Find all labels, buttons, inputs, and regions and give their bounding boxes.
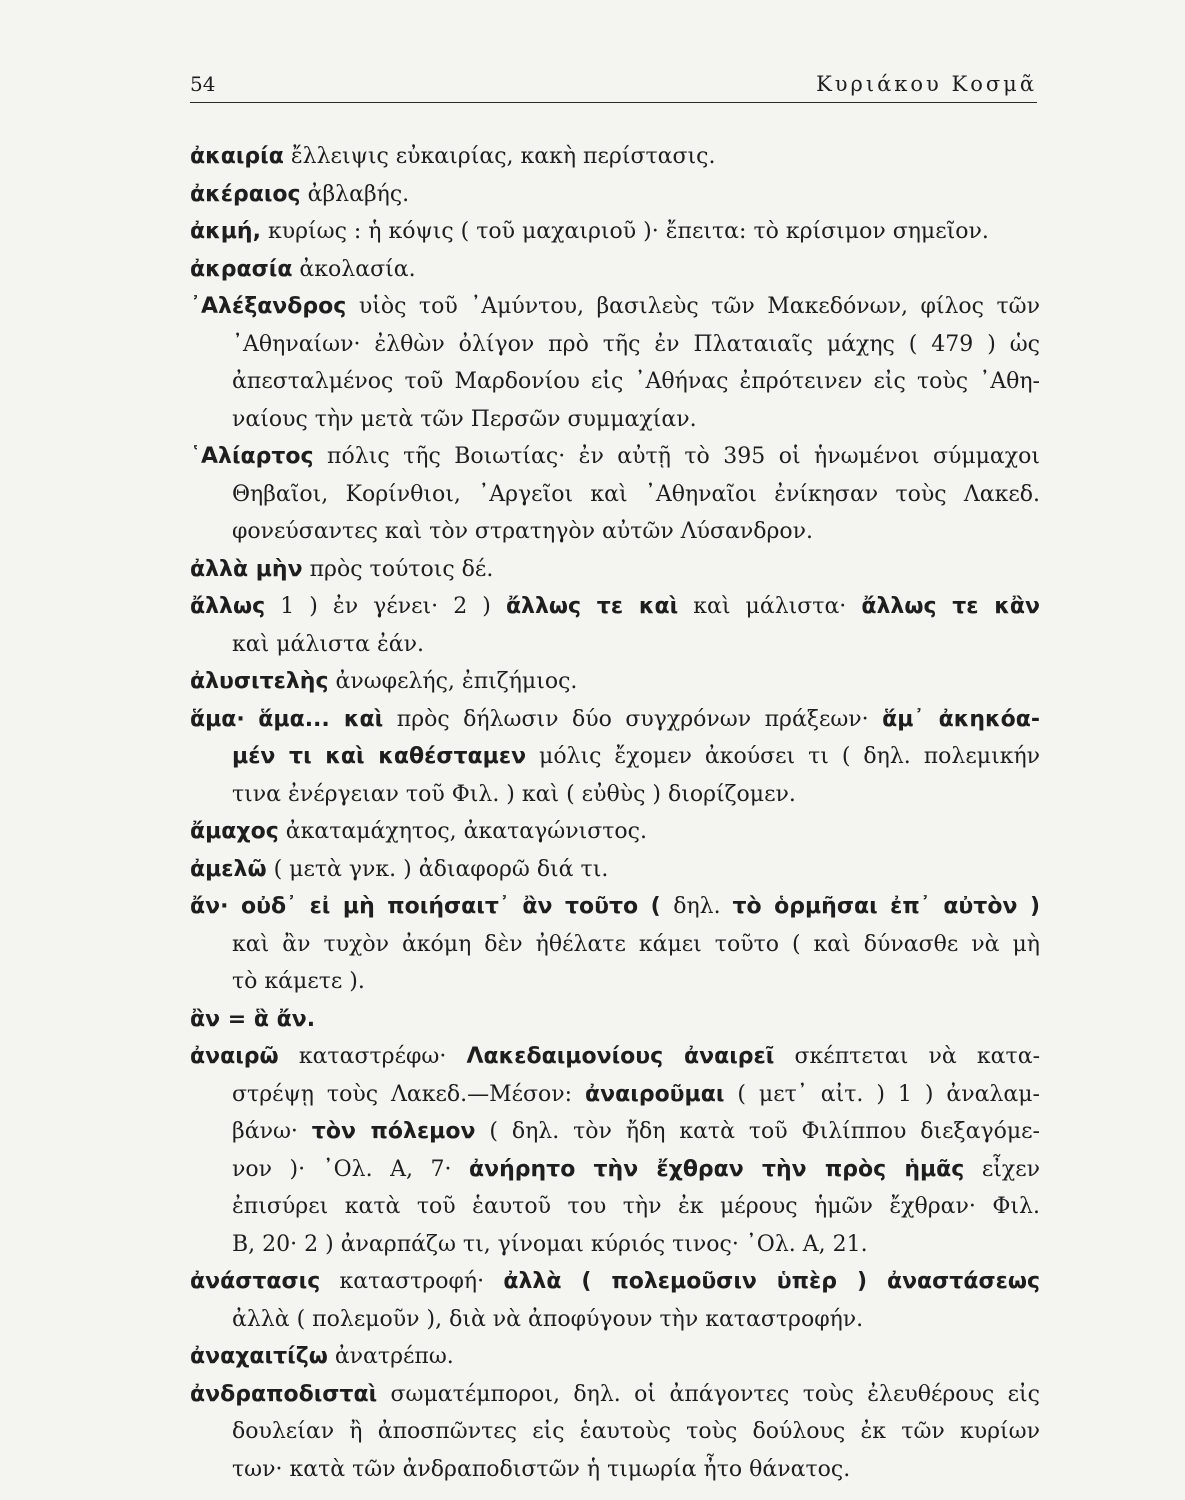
entry-first-line [190, 1038, 1040, 1076]
definition-text: καὶ μάλιστα· [678, 594, 862, 619]
headword: ἄλλως [190, 594, 266, 619]
entry-continuation-line [190, 363, 1040, 401]
definition-text: ( δηλ. τὸν ἤδη κατὰ τοῦ Φιλίππου διεξαγόμε- [475, 1119, 1040, 1144]
glossary-entry [190, 701, 1040, 814]
headword: ἀκρασία [190, 256, 293, 282]
bold-phrase: ἄλλως τε κἂν [861, 594, 1040, 619]
definition-text: δηλ. [673, 894, 733, 919]
bold-phrase: ἀλλὰ ( πολεμοῦσιν ὑπὲρ ) ἀναστάσεως [503, 1269, 1040, 1294]
glossary-entry [190, 851, 1040, 889]
entry-continuation-line [190, 513, 1040, 551]
definition-text: καταστροφή· [320, 1269, 504, 1294]
definition-text: ἐπισύρει κατὰ τοῦ ἑαυτοῦ του τὴν ἐκ μέρους ἡμῶν ἔχθραν· Φιλ. [232, 1194, 1040, 1219]
definition-text: πόλις τῆς Βοιωτίας· ἐν αὐτῇ τὸ 395 οἱ ἡνωμένοι σύμμαχοι [313, 444, 1040, 469]
definition-text: καταστρέφω· [278, 1044, 467, 1069]
page-header [190, 72, 1037, 103]
definition-text: ἔλλειψις εὐκαιρίας, κακὴ περίστασις. [283, 144, 716, 169]
headword: ἀμελῶ [190, 856, 267, 882]
entry-first-line [190, 1001, 1040, 1039]
entry-first-line [190, 813, 1040, 851]
headword: ἀναιρῶ [190, 1044, 279, 1069]
entry-first-line [190, 213, 1040, 251]
entry-continuation-line [190, 1226, 1040, 1264]
glossary-entry [190, 813, 1040, 851]
entry-continuation-line [190, 776, 1040, 814]
definition-text: εἶχεν [964, 1156, 1040, 1182]
headword: ἀκέραιος [190, 181, 301, 207]
entry-first-line [190, 1376, 1040, 1414]
definition-text: νον )· ᾿Ολ. Α, 7· [232, 1156, 469, 1182]
entry-first-line [190, 1263, 1040, 1301]
entry-continuation-line [190, 1188, 1040, 1226]
entry-continuation-line [190, 476, 1040, 514]
headword: ἄμαχος [190, 819, 279, 844]
definition-text: δουλείαν ἢ ἀποσπῶντες εἰς ἑαυτοὺς τοὺς δούλους ἐκ τῶν κυρίων [232, 1419, 1040, 1444]
entry-first-line [190, 701, 1040, 739]
headword: ἀνδραποδισταὶ [190, 1381, 378, 1407]
glossary-body [190, 138, 1040, 1488]
glossary-entry [190, 138, 1040, 176]
glossary-entry [190, 1338, 1040, 1376]
entry-continuation-line [190, 1113, 1040, 1151]
definition-text: των· κατὰ τῶν ἀνδραποδιστῶν ἡ τιμωρία ἦτο θάνατος. [232, 1456, 851, 1482]
glossary-entry [190, 213, 1040, 251]
definition-text: βάνω· [232, 1119, 312, 1144]
definition-text: καὶ ἂν τυχὸν ἀκόμη δὲν ἠθέλατε κάμει τοῦτο ( καὶ δύνασθε νὰ μὴ [232, 931, 1040, 957]
page-number: 54 [190, 72, 216, 96]
headword: ἀλλὰ μὴν [190, 556, 303, 582]
definition-text: Β, 20· 2 ) ἀναρπάζω τι, γίνομαι κύριός τινος· ᾿Ολ. Α, 21. [232, 1231, 868, 1257]
headword: ᾿Αλέξανδρος [190, 294, 347, 319]
running-head: Κυριάκου Κοσμᾶ [816, 72, 1037, 96]
headword: ἅμα· [190, 706, 245, 732]
definition-text: ναίους τὴν μετὰ τῶν Περσῶν συμμαχίαν. [232, 406, 697, 432]
entry-first-line [190, 888, 1040, 926]
definition-text: στρέψῃ τοὺς Λακεδ.—Μέσον: [232, 1081, 586, 1107]
entry-first-line [190, 1338, 1040, 1376]
definition-text: ἀλλὰ ( πολεμοῦν ), διὰ νὰ ἀποφύγουν τὴν καταστροφήν. [232, 1306, 864, 1332]
glossary-entry [190, 1263, 1040, 1338]
definition-text: καὶ μάλιστα ἐάν. [232, 631, 425, 657]
headword: ἀκμή, [190, 219, 261, 244]
definition-text: κυρίως : ἡ κόψις ( τοῦ μαχαιριοῦ )· ἔπειτα: τὸ κρίσιμον σημεῖον. [260, 219, 989, 244]
bold-phrase: ἀνήρητο τὴν ἔχθραν τὴν πρὸς ἡμᾶς [469, 1156, 965, 1182]
definition-text: ( μετ᾿ αἰτ. ) 1 ) ἀναλαμ- [724, 1081, 1040, 1107]
bold-phrase: ἄλλως τε καὶ [505, 594, 679, 619]
glossary-entry [190, 551, 1040, 589]
definition-text: τὸ κάμετε ). [232, 969, 365, 994]
entry-continuation-line [190, 1301, 1040, 1339]
entry-continuation-line [190, 963, 1040, 1001]
glossary-entry [190, 1376, 1040, 1489]
definition-text: σωματέμποροι, δηλ. οἱ ἀπάγοντες τοὺς ἐλευθέρους εἰς [377, 1381, 1040, 1407]
glossary-entry [190, 1038, 1040, 1263]
entry-continuation-line [190, 1451, 1040, 1489]
definition-text: ( μετὰ γνκ. ) ἀδιαφορῶ διά τι. [266, 856, 609, 882]
bold-phrase: Λακεδαιμονίους ἀναιρεῖ [466, 1044, 775, 1069]
definition-text: ᾿Αθηναίων· ἐλθὼν ὀλίγον πρὸ τῆς ἐν Πλαταιαῖς μάχης ( 479 ) ὡς [232, 331, 1040, 357]
headword: ἂν = ἃ ἄν. [190, 1006, 316, 1032]
definition-text: ἀκολασία. [292, 256, 416, 282]
entry-continuation-line [190, 1076, 1040, 1114]
bold-phrase: τὸν πόλεμον [311, 1119, 476, 1144]
entry-first-line [190, 663, 1040, 701]
glossary-entry [190, 288, 1040, 438]
definition-text: ἀνατρέπω. [327, 1344, 454, 1369]
entry-continuation-line [190, 738, 1040, 776]
entry-continuation-line [190, 626, 1040, 664]
entry-first-line [190, 851, 1040, 889]
entry-continuation-line [190, 401, 1040, 439]
entry-continuation-line [190, 326, 1040, 364]
headword: ἄν· οὐδ᾿ εἰ μὴ ποιήσαιτ᾿ ἂν τοῦτο ( [190, 894, 674, 919]
definition-text: μόλις ἔχομεν ἀκούσει τι ( δηλ. πολεμικήν [526, 744, 1040, 769]
glossary-entry [190, 251, 1040, 289]
definition-text: ἀνωφελής, ἐπιζήμιος. [328, 669, 578, 694]
bold-phrase: τὸ ὁρμῆσαι ἐπ᾿ αὐτὸν ) [732, 894, 1040, 919]
definition-text: 1 ) ἐν γένει· 2 ) [265, 594, 506, 619]
glossary-entry [190, 176, 1040, 214]
definition-text: τινα ἐνέργειαν τοῦ Φιλ. ) καὶ ( εὐθὺς ) διορίζομεν. [232, 781, 796, 807]
definition-text: ἀβλαβής. [300, 181, 410, 207]
definition-text: πρὸς δήλωσιν δύο συγχρόνων πράξεων· [383, 706, 883, 732]
headword: ῾Αλίαρτος [190, 444, 314, 469]
entry-continuation-line [190, 1413, 1040, 1451]
bold-phrase: ἀναιροῦμαι [585, 1081, 725, 1107]
entry-first-line [190, 588, 1040, 626]
glossary-entry [190, 1001, 1040, 1039]
definition-text [245, 707, 258, 732]
definition-text: ἀκαταμάχητος, ἀκαταγώνιστος. [278, 819, 647, 844]
entry-continuation-line [190, 1151, 1040, 1189]
definition-text: υἱὸς τοῦ ᾿Αμύντου, βασιλεὺς τῶν Μακεδόνων, φίλος τῶν [346, 294, 1040, 319]
entry-first-line [190, 438, 1040, 476]
definition-text: ἀπεσταλμένος τοῦ Μαρδονίου εἰς ᾿Αθήνας ἐπρότεινεν εἰς τοὺς ᾿Αθη- [232, 369, 1040, 394]
bold-phrase: ἅμα... καὶ [258, 706, 384, 732]
glossary-entry [190, 888, 1040, 1001]
definition-text: Θηβαῖοι, Κορίνθιοι, ᾿Αργεῖοι καὶ ᾿Αθηναῖοι ἐνίκησαν τοὺς Λακεδ. [232, 481, 1040, 507]
glossary-entry [190, 438, 1040, 551]
bold-phrase: μέν τι καὶ καθέσταμεν [232, 744, 527, 769]
bold-phrase: ἅμ᾿ ἀκηκόα- [882, 706, 1040, 732]
entry-first-line [190, 176, 1040, 214]
entry-first-line [190, 138, 1040, 176]
entry-first-line [190, 551, 1040, 589]
definition-text: πρὸς τούτοις δέ. [302, 556, 494, 582]
definition-text: φονεύσαντες καὶ τὸν στρατηγὸν αὐτῶν Λύσανδρον. [232, 519, 814, 544]
entry-continuation-line [190, 926, 1040, 964]
glossary-entry [190, 588, 1040, 663]
headword: ἀνάστασις [190, 1269, 321, 1294]
glossary-entry [190, 663, 1040, 701]
headword: ἀλυσιτελὴς [190, 669, 329, 694]
entry-first-line [190, 288, 1040, 326]
headword: ἀναχαιτίζω [190, 1344, 328, 1369]
headword: ἀκαιρία [190, 144, 284, 169]
entry-first-line [190, 251, 1040, 289]
definition-text: σκέπτεται νὰ κατα- [774, 1044, 1040, 1069]
